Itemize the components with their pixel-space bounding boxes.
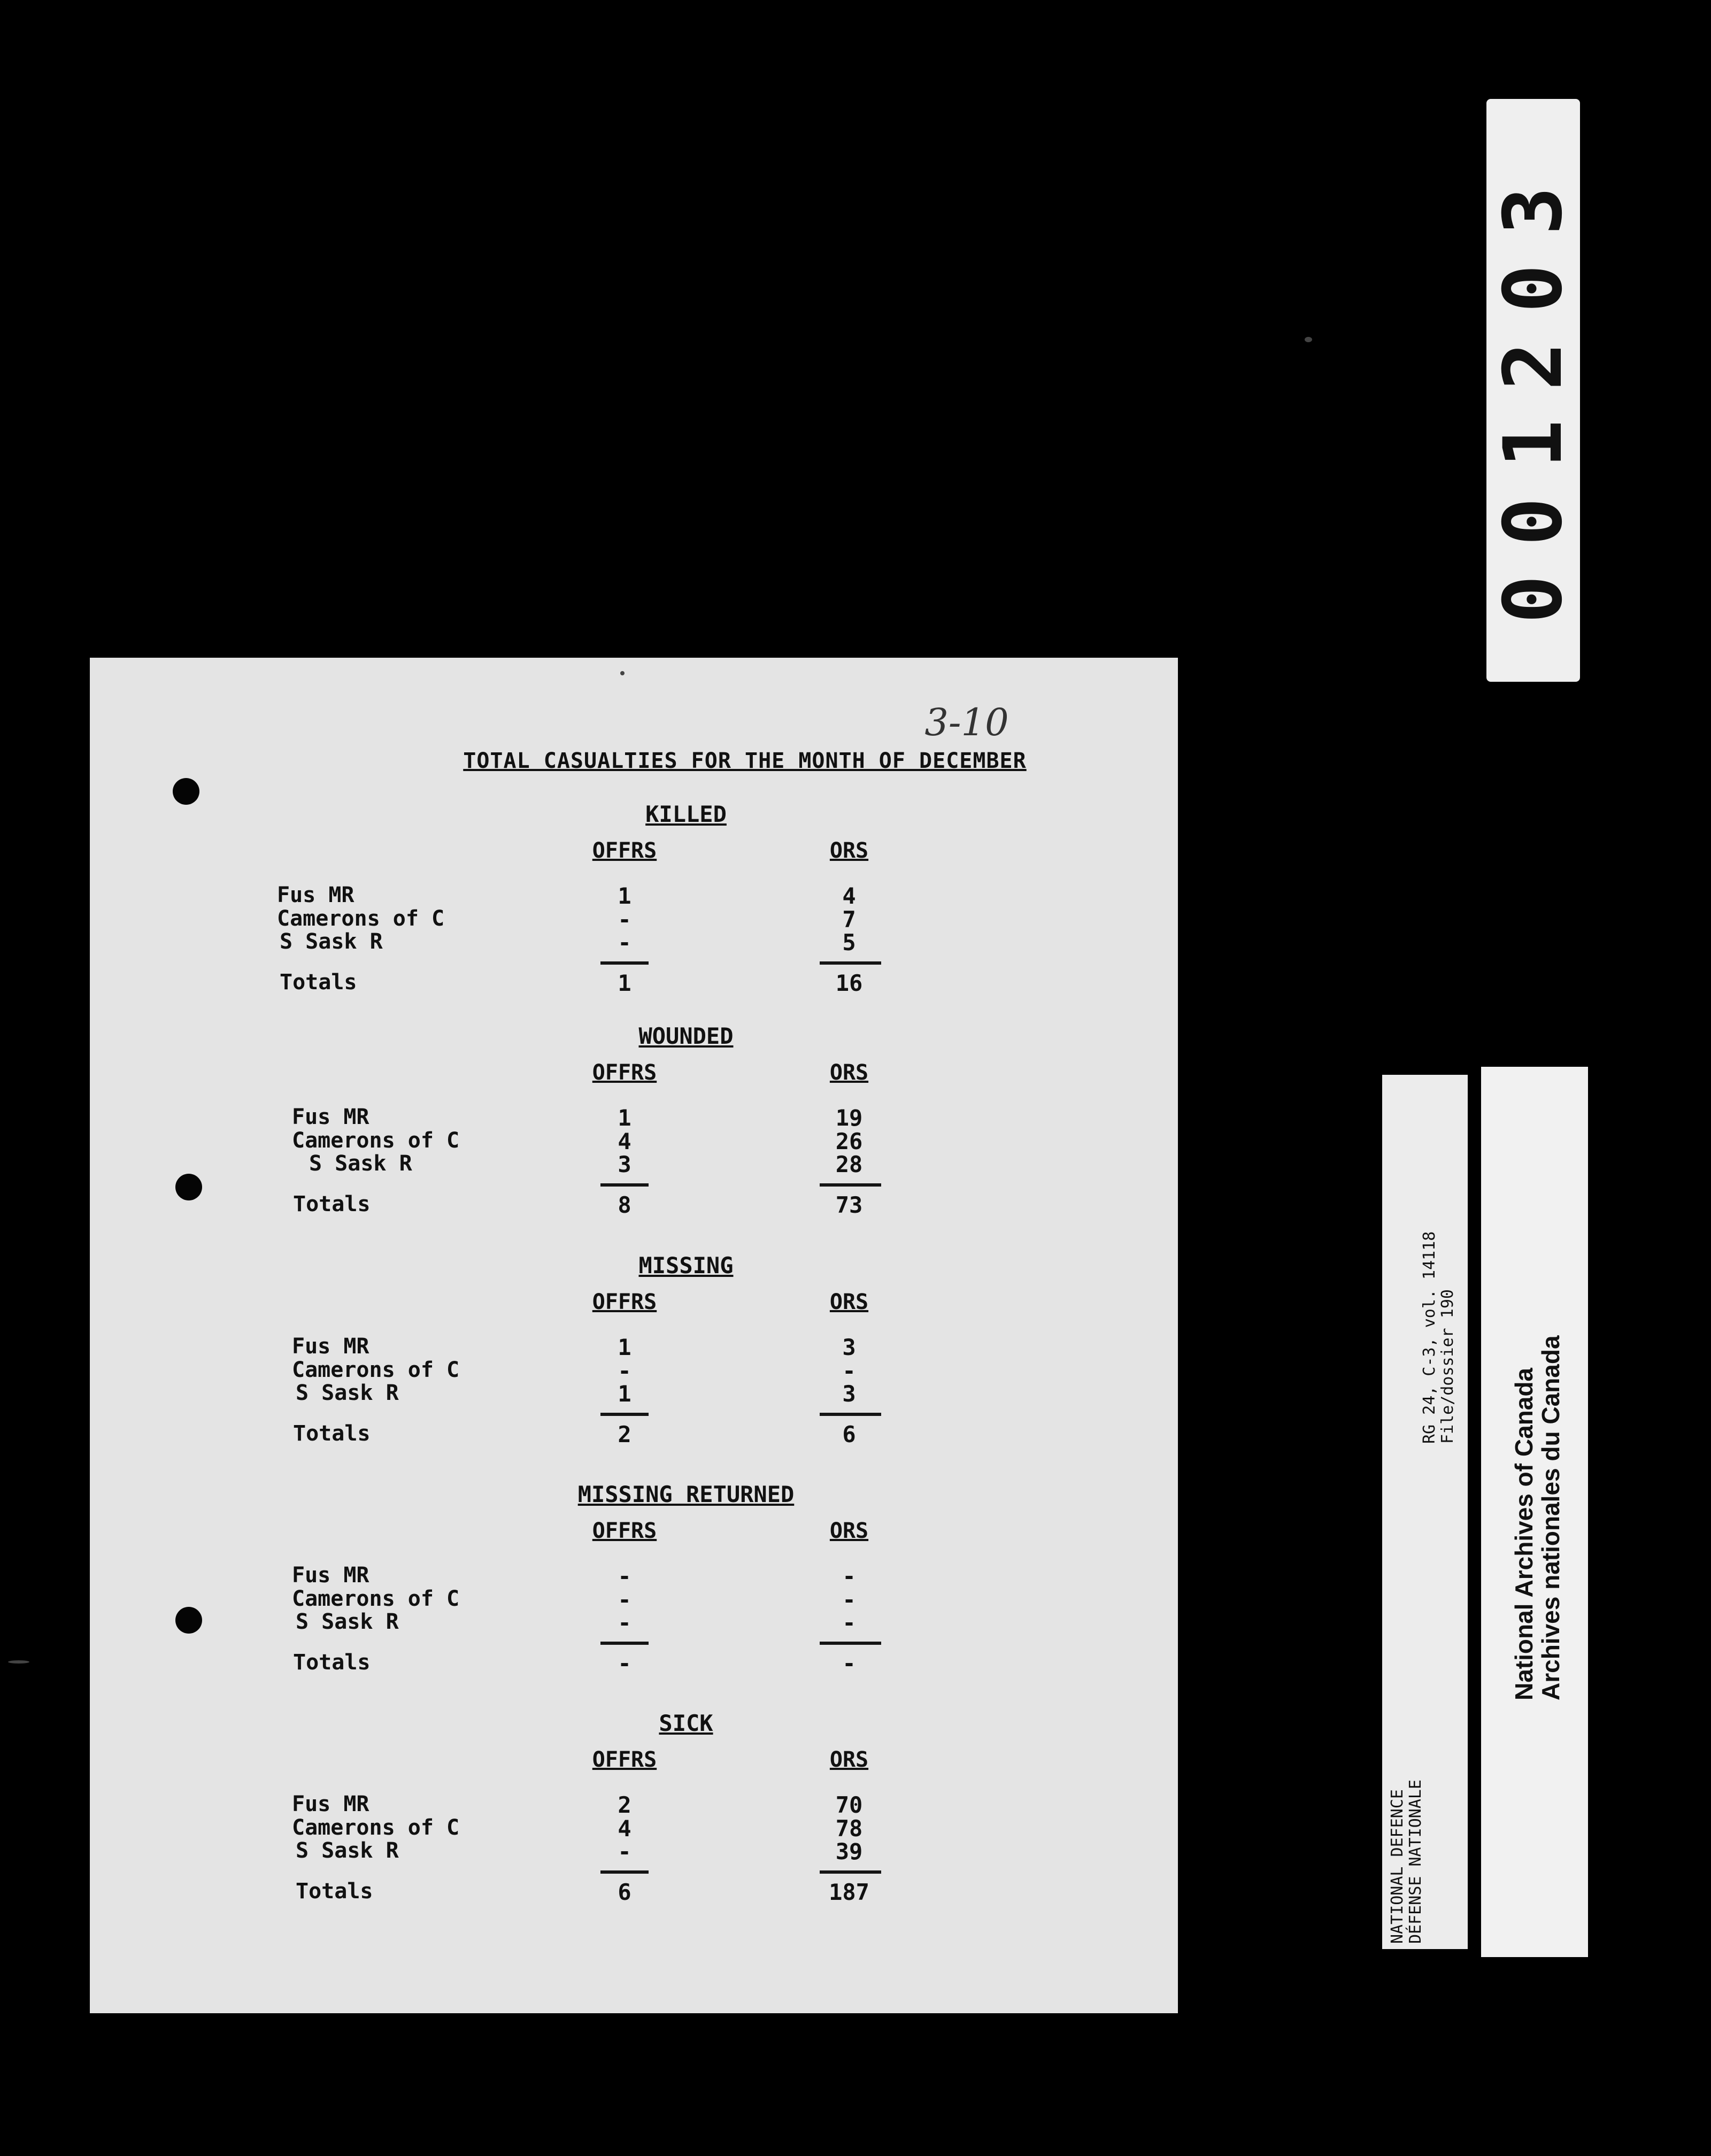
unit-label: Camerons of C xyxy=(292,1587,460,1611)
offrs-total: 2 xyxy=(618,1421,631,1447)
table-row xyxy=(90,1381,1178,1407)
ors-value: 28 xyxy=(835,1151,863,1177)
table-row xyxy=(90,1128,1178,1152)
totals-row xyxy=(90,970,1178,994)
film-speck xyxy=(8,1660,29,1664)
frame-number: 001203 xyxy=(1486,157,1580,623)
sum-rule xyxy=(820,1413,881,1416)
sum-rule xyxy=(600,1413,649,1416)
table-row xyxy=(90,1610,1178,1636)
totals-label: Totals xyxy=(296,1879,373,1904)
table-row xyxy=(90,1151,1178,1175)
department-fr: DÉFENSE NATIONALE xyxy=(1406,1779,1425,1944)
handwritten-page-note: 3-10 xyxy=(924,700,1009,744)
film-speck xyxy=(1305,337,1312,342)
table-row xyxy=(90,1587,1178,1613)
totals-row xyxy=(90,1650,1178,1674)
ors-total: 187 xyxy=(829,1879,869,1905)
offrs-total: 8 xyxy=(618,1192,631,1218)
offrs-value: - xyxy=(618,1358,631,1384)
table-row xyxy=(90,929,1178,956)
offrs-value: - xyxy=(618,1563,631,1589)
unit-label: S Sask R xyxy=(296,1838,399,1863)
unit-label: Fus MR xyxy=(277,883,354,907)
sum-rule xyxy=(820,1183,881,1187)
unit-label: Camerons of C xyxy=(292,1815,460,1840)
sum-rule xyxy=(600,961,649,965)
section-heading: MISSING RETURNED xyxy=(577,1481,795,1507)
sum-rule xyxy=(820,1642,881,1645)
column-header-offrs: OFFRS xyxy=(592,1747,657,1772)
reference-line-1: RG 24, C-3, vol. 14118 xyxy=(1420,1231,1439,1444)
section-heading: KILLED xyxy=(645,801,727,827)
offrs-value: 1 xyxy=(618,883,631,909)
page-title: TOTAL CASUALTIES FOR THE MONTH OF DECEMBER xyxy=(463,749,1027,773)
totals-label: Totals xyxy=(293,1650,371,1675)
offrs-total: 6 xyxy=(618,1879,631,1905)
ors-value: 19 xyxy=(835,1105,863,1131)
offrs-value: 2 xyxy=(618,1792,631,1818)
totals-label: Totals xyxy=(293,1421,371,1446)
offrs-value: 3 xyxy=(618,1151,631,1177)
table-row xyxy=(90,906,1178,933)
column-header-ors: ORS xyxy=(829,1747,869,1772)
offrs-total: 1 xyxy=(618,970,631,996)
column-header-offrs: OFFRS xyxy=(592,1290,657,1314)
unit-label: Camerons of C xyxy=(292,1128,460,1153)
section-heading: MISSING xyxy=(638,1252,734,1279)
unit-label: S Sask R xyxy=(296,1381,399,1405)
offrs-value: 4 xyxy=(618,1815,631,1842)
unit-label: S Sask R xyxy=(309,1151,412,1176)
ors-total: 6 xyxy=(842,1421,856,1447)
table-row xyxy=(90,1838,1178,1865)
sum-rule xyxy=(820,1870,881,1874)
unit-label: Fus MR xyxy=(292,1334,369,1359)
table-row xyxy=(90,1358,1178,1384)
sum-rule xyxy=(820,961,881,965)
ors-value: - xyxy=(842,1587,856,1613)
ors-total: 73 xyxy=(835,1192,863,1218)
ors-value: - xyxy=(842,1610,856,1636)
offrs-value: 1 xyxy=(618,1381,631,1407)
document-page xyxy=(90,658,1178,2013)
ors-value: 39 xyxy=(835,1838,863,1865)
frame-number-stamp xyxy=(1486,99,1580,682)
column-header-ors: ORS xyxy=(829,1290,869,1314)
offrs-value: 1 xyxy=(618,1105,631,1131)
sum-rule xyxy=(600,1642,649,1645)
film-speck xyxy=(620,671,625,675)
ors-value: 7 xyxy=(842,906,856,933)
table-row xyxy=(90,883,1178,909)
table-row xyxy=(90,1563,1178,1587)
ors-value: 70 xyxy=(835,1792,863,1818)
unit-label: Fus MR xyxy=(292,1563,369,1588)
ors-value: 78 xyxy=(835,1815,863,1842)
column-header-offrs: OFFRS xyxy=(592,838,657,863)
archives-name-label xyxy=(1481,1067,1588,1957)
section-killed xyxy=(90,801,1178,1015)
unit-label: Fus MR xyxy=(292,1105,369,1129)
totals-row xyxy=(90,1879,1178,1903)
section-missing xyxy=(90,1252,1178,1466)
archive-reference-label xyxy=(1382,1075,1468,1949)
department-en: NATIONAL DEFENCE xyxy=(1388,1789,1407,1944)
archives-name-en: National Archives of Canada xyxy=(1510,1367,1538,1700)
section-wounded xyxy=(90,1023,1178,1237)
sum-rule xyxy=(600,1870,649,1874)
ors-value: - xyxy=(842,1358,856,1384)
totals-row xyxy=(90,1192,1178,1218)
ors-value: - xyxy=(842,1563,856,1589)
offrs-value: - xyxy=(618,1610,631,1636)
totals-label: Totals xyxy=(293,1192,371,1216)
table-row xyxy=(90,1792,1178,1818)
column-header-offrs: OFFRS xyxy=(592,1519,657,1543)
table-row xyxy=(90,1815,1178,1842)
totals-row xyxy=(90,1421,1178,1445)
column-header-offrs: OFFRS xyxy=(592,1060,657,1085)
ors-value: 26 xyxy=(835,1128,863,1154)
offrs-value: 4 xyxy=(618,1128,631,1154)
table-row xyxy=(90,1105,1178,1131)
ors-value: 5 xyxy=(842,929,856,956)
unit-label: Camerons of C xyxy=(277,906,445,931)
offrs-value: 1 xyxy=(618,1334,631,1360)
offrs-value: - xyxy=(618,906,631,933)
offrs-total: - xyxy=(618,1650,631,1676)
section-heading: SICK xyxy=(659,1710,713,1736)
unit-label: Fus MR xyxy=(292,1792,369,1816)
ors-value: 4 xyxy=(842,883,856,909)
archives-name-fr: Archives nationales du Canada xyxy=(1537,1335,1564,1700)
ors-total: 16 xyxy=(835,970,863,996)
totals-label: Totals xyxy=(280,970,357,995)
unit-label: Camerons of C xyxy=(292,1358,460,1382)
sum-rule xyxy=(600,1183,649,1187)
ors-value: 3 xyxy=(842,1381,856,1407)
reference-line-2: File/dossier 190 xyxy=(1438,1289,1457,1444)
section-heading: WOUNDED xyxy=(638,1023,734,1049)
unit-label: S Sask R xyxy=(280,929,383,954)
table-row xyxy=(90,1334,1178,1358)
offrs-value: - xyxy=(618,1587,631,1613)
ors-total: - xyxy=(842,1650,856,1676)
section-missing-returned xyxy=(90,1481,1178,1695)
unit-label: S Sask R xyxy=(296,1610,399,1634)
offrs-value: - xyxy=(618,1838,631,1865)
column-header-ors: ORS xyxy=(829,838,869,863)
column-header-ors: ORS xyxy=(829,1519,869,1543)
ors-value: 3 xyxy=(842,1334,856,1360)
column-header-ors: ORS xyxy=(829,1060,869,1085)
offrs-value: - xyxy=(618,929,631,956)
section-sick xyxy=(90,1710,1178,1924)
